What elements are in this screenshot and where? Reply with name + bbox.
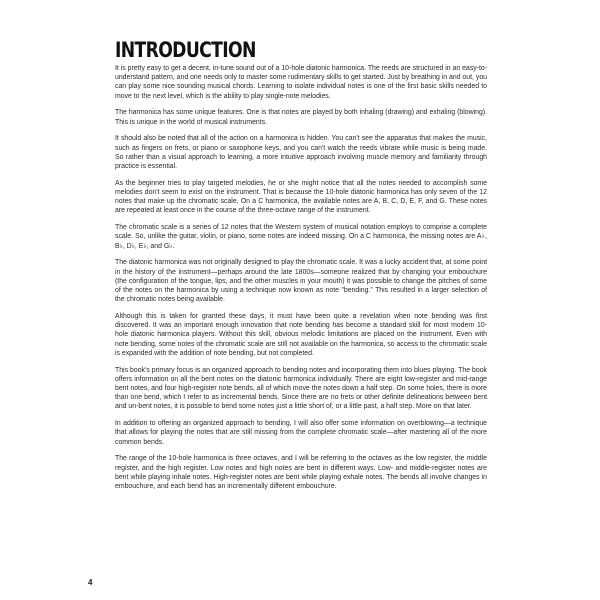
page-title: INTRODUCTION [115,38,256,62]
paragraph: The harmonica has some unique features. One is that notes are played by both inhaling (drawing) and exhaling (blowing). This is unique in the world of musical instruments. [115,109,487,126]
paragraph: The chromatic scale is a series of 12 notes that the Western system of musical notation employs to comprise a complete scale. So, unlike the guitar, violin, or piano, some notes are indeed missing. On a C harmonica, the missing notes are A♭, B♭, D♭, E♭, and G♭. [115,224,487,250]
paragraph: The diatonic harmonica was not originally designed to play the chromatic scale. It was a lucky accident that, at some point in the history of the instrument—perhaps around the late 1800s—someone realized that by changing your embouchure (the configuration of the tongue, lips, and the other muscles in your mouth) it was possible to change the pitches of some of the notes on the harmonica by using a technique now known as note "bending." This resulted in a larger selection of the chromatic notes being available. [115,259,487,304]
body-text [115,64,487,499]
paragraph: The range of the 10-hole harmonica is three octaves, and I will be referring to the octaves as the low register, the middle register, and the high register. Low notes and high notes are bent in different ways. Low- and middle-register notes are bent while playing inhale notes. High-register notes are bent while playing exhale notes. The bends all involve changes in embouchure, and each bend has an incrementally different embouchure. [115,455,487,491]
page-number: 4 [88,578,93,587]
paragraph: As the beginner tries to play targeted melodies, he or she might notice that all the notes needed to accomplish some melodies don't seem to exist on the instrument. That is because the 10-hole diatonic harmonica has only seven of the 12 notes that make up the chromatic scale. On a C harmonica, the available notes are A, B, C, D, E, F, and G. These notes are repeated at least once in the course of the three-octave range of the instrument. [115,179,487,215]
paragraph: It should also be noted that all of the action on a harmonica is hidden. You can't see the apparatus that makes the music, such as fingers on frets, or piano or saxophone keys, and you can't watch the reeds vibrate while music is being made. So rather than a visual approach to learning, a more intuitive approach involving muscle memory and familiarity through practice is essential. [115,135,487,171]
paragraph: This book's primary focus is an organized approach to bending notes and incorporating them into blues playing. The book offers information on all the bent notes on the diatonic harmonica individually. There are eight low-register and mid-range bent notes, and four high-register note bends, all of which move the notes down a half step. On some holes, there is more than one bend, which I refer to as incremental bends. Since there are no frets or other definite delineations between bent and un-bent notes, it is possible to bend some notes just a little short of, or a little past, a half step. More on that later. [115,366,487,411]
paragraph: In addition to offering an organized approach to bending, I will also offer some information on overblowing—a technique that allows for playing the notes that are still missing from the complete chromatic scale—after mastering all of the more common bends. [115,420,487,446]
paragraph: Although this is taken for granted these days, it must have been quite a revelation when note bending was first discovered. It was an important enough innovation that note bending has become a standard skill for most modern 10-hole diatonic harmonica players. Without this skill, obvious melodic limitations are placed on the instrument. Even with note bending, some notes of the chromatic scale are still not available on the harmonica, so access to the chromatic scale is expanded with the addition of note bending, but not completed. [115,313,487,357]
paragraph: It is pretty easy to get a decent, in-tune sound out of a 10-hole diatonic harmonica. The reeds are structured in an easy-to-understand pattern, and one needs only to master some rudimentary skills to get started. Just by breathing in and out, you can play some nice sounding musical chords. Learning to isolate individual notes is one of the first basic skills needed to move to the next level, which is the ability to play single-note melodies. [115,65,487,100]
